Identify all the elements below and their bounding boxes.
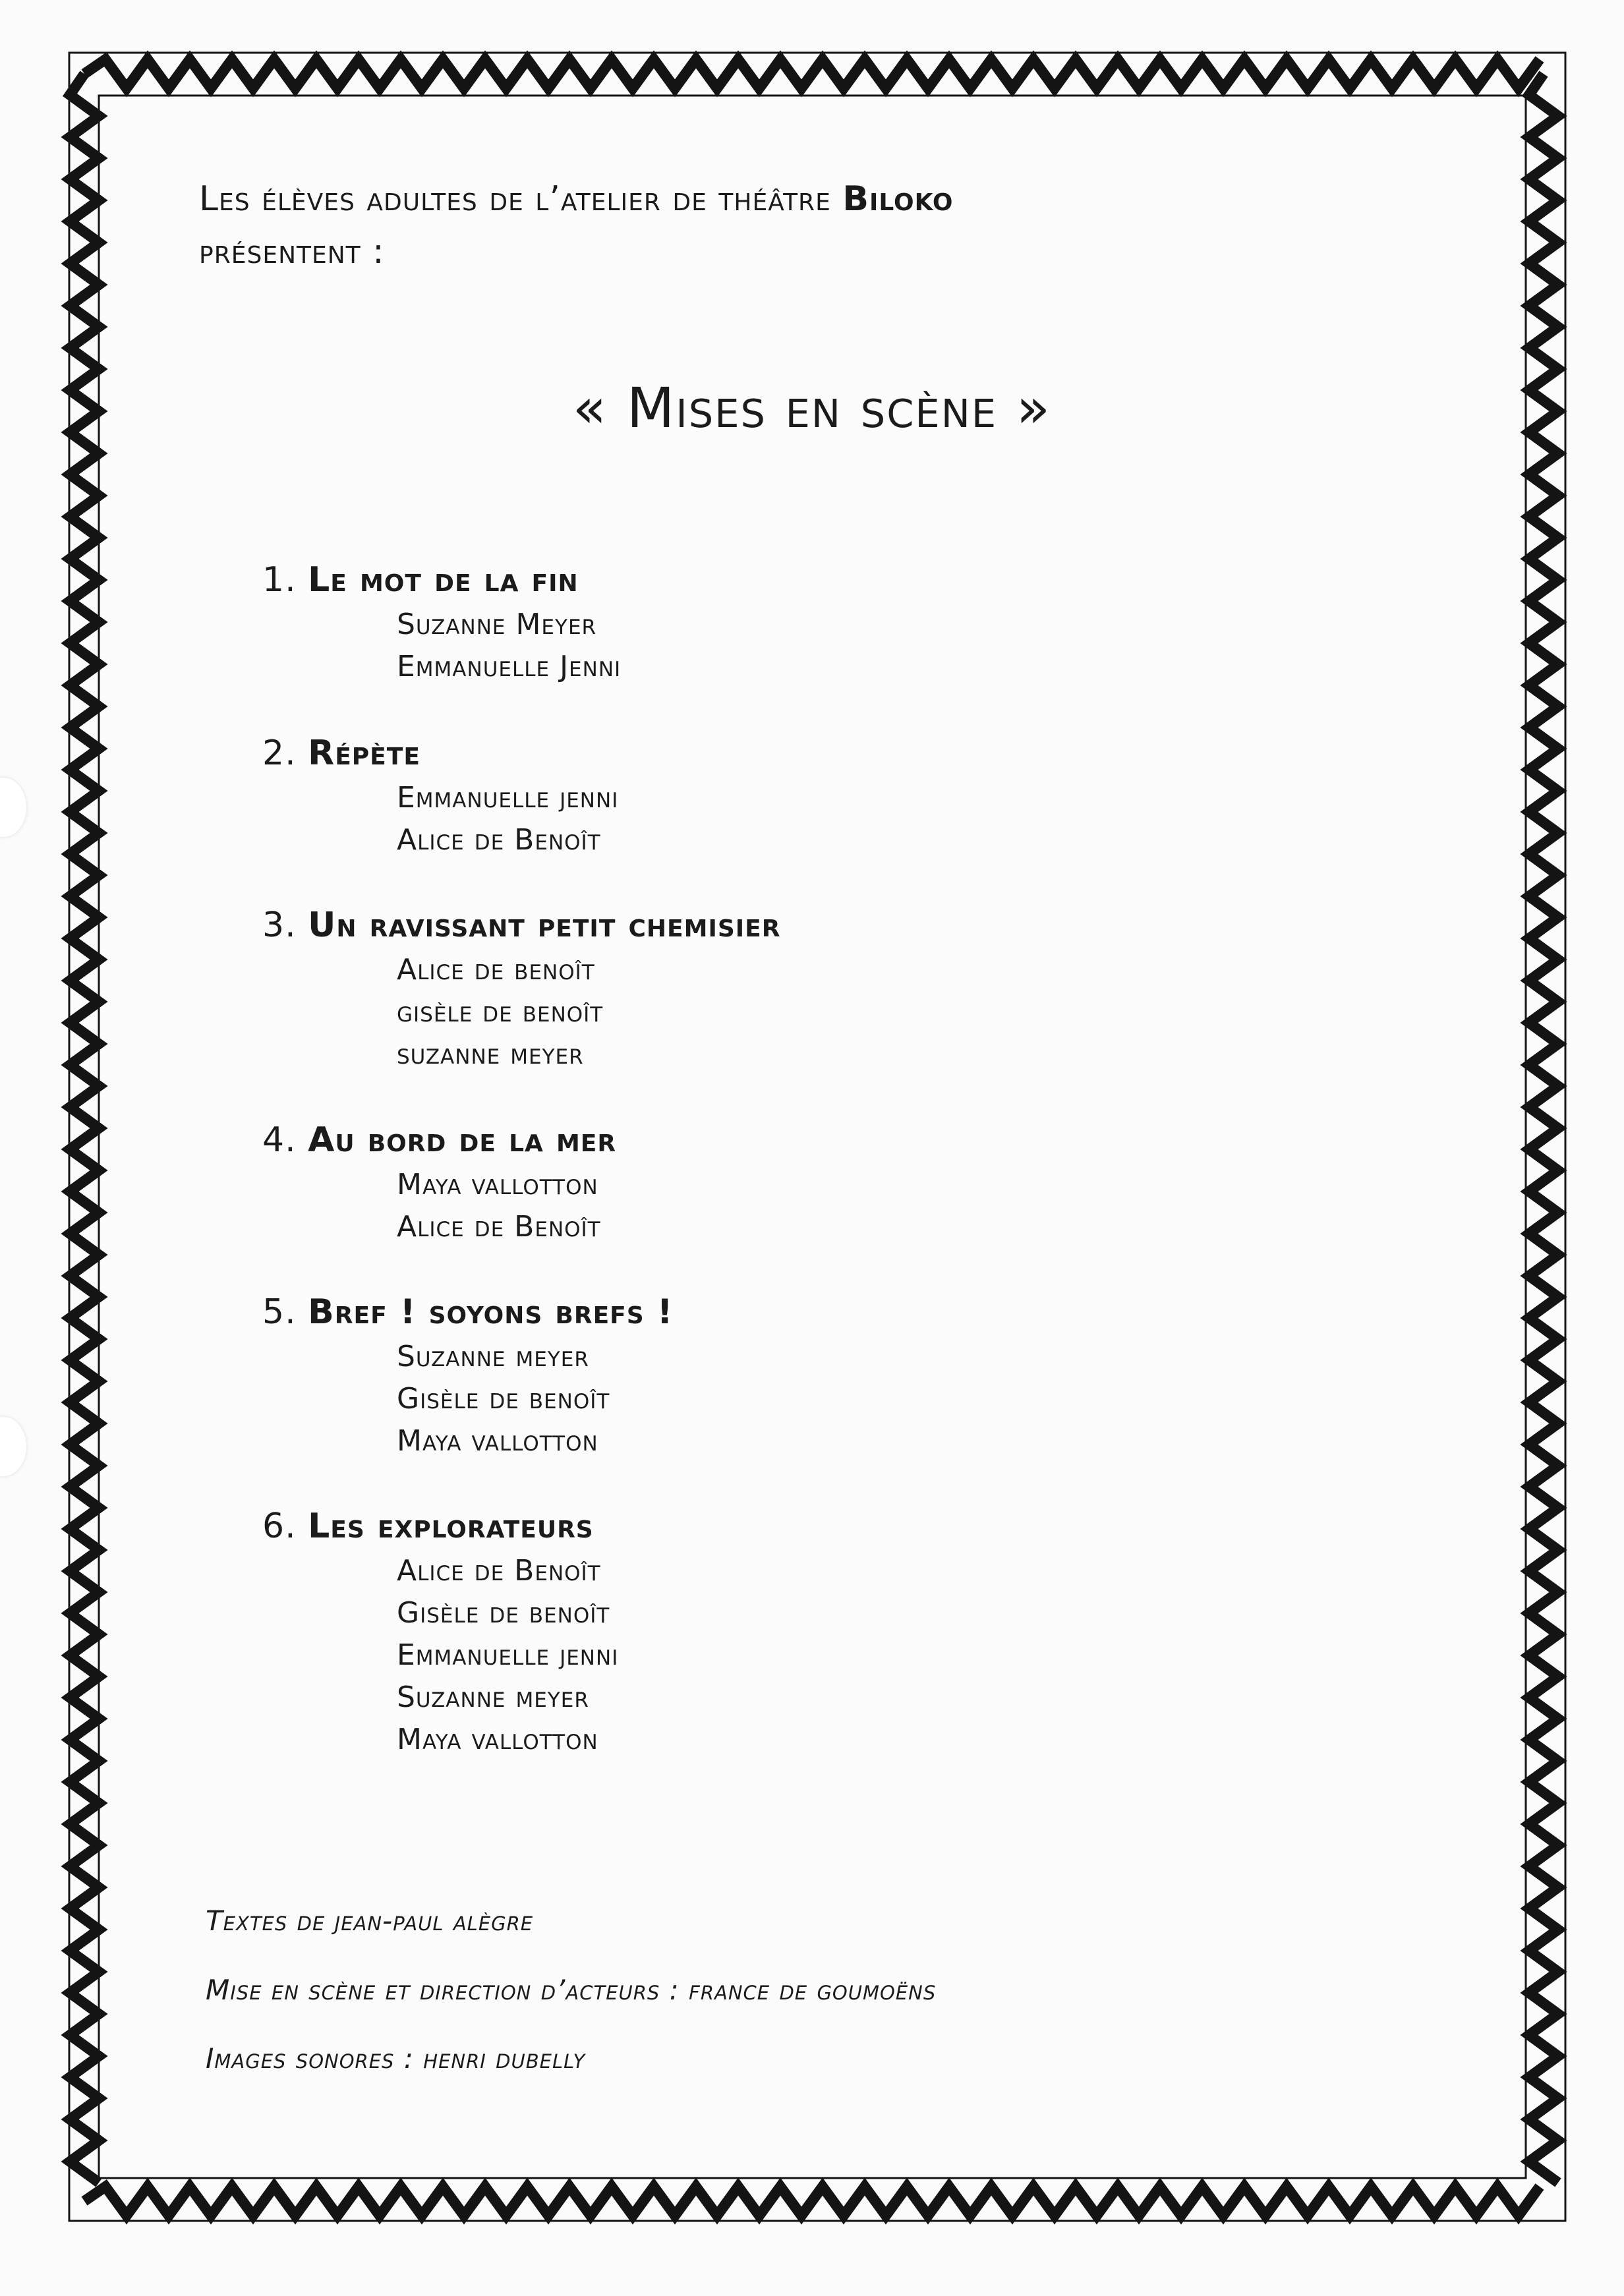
actor-name: Alice de Benoît — [397, 1210, 601, 1244]
actor-name: Emmanuelle jenni — [397, 781, 619, 815]
sketch-item — [262, 733, 1449, 861]
actor-name: gisèle de benoît — [397, 995, 604, 1029]
sketch-number: 2. — [262, 733, 297, 773]
intro-text — [199, 173, 1451, 278]
sketch-title — [262, 1507, 1449, 1546]
actor-name: Alice de benoît — [397, 953, 595, 987]
sketch-title — [262, 905, 1449, 945]
actor-name: Alice de Benoît — [397, 1554, 601, 1588]
sketch-title-text: Un ravissant petit chemisier — [308, 905, 781, 945]
actor-name: Suzanne meyer — [397, 1680, 589, 1714]
sketch-item — [262, 560, 1449, 688]
sketch-title — [262, 560, 1449, 600]
sketch-title-text: Le mot de la fin — [308, 560, 579, 600]
page-title: « Mises en scène » — [572, 376, 1052, 440]
credit-texts: Textes de jean-paul alègre — [206, 1905, 534, 1937]
intro-line-1 — [199, 173, 1451, 225]
sketch-item — [262, 1507, 1449, 1761]
intro-line-2: présentent : — [199, 232, 385, 272]
sketch-item — [262, 905, 1449, 1076]
actor-name: Maya vallotton — [397, 1168, 598, 1201]
actor-name: Emmanuelle Jenni — [397, 650, 622, 683]
sketch-number: 4. — [262, 1120, 297, 1160]
credit-direction: Mise en scène et direction d’acteurs : france de goumoëns — [206, 1974, 937, 2006]
sketch-title-text: Au bord de la mer — [308, 1120, 617, 1160]
sketch-number: 5. — [262, 1292, 297, 1332]
actor-name: Gisèle de benoît — [397, 1382, 610, 1416]
sketch-number: 3. — [262, 905, 297, 945]
sketch-title — [262, 1292, 1449, 1332]
intro-line-1-text: Les élèves adultes de l’atelier de théâtre — [199, 179, 831, 219]
sketch-title-text: Bref ! soyons brefs ! — [308, 1292, 674, 1332]
sketch-number: 1. — [262, 560, 297, 600]
sketch-title-text: Les explorateurs — [308, 1507, 594, 1546]
actor-name: Alice de Benoît — [397, 823, 601, 857]
actor-name: Emmanuelle jenni — [397, 1638, 619, 1672]
actor-name: Gisèle de benoît — [397, 1596, 610, 1630]
sketch-item — [262, 1292, 1449, 1462]
credit-sound: Images sonores : henri dubelly — [206, 2042, 586, 2075]
actor-name: suzanne meyer — [397, 1037, 584, 1071]
sketch-title-text: Répète — [308, 733, 420, 773]
sketch-item — [262, 1120, 1449, 1248]
actor-name: Maya vallotton — [397, 1723, 598, 1756]
sketch-title — [262, 1120, 1449, 1160]
sketch-number: 6. — [262, 1507, 297, 1546]
actor-name: Maya vallotton — [397, 1424, 598, 1458]
sketch-title — [262, 733, 1449, 773]
actor-name: Suzanne Meyer — [397, 608, 597, 641]
troupe-name: Biloko — [842, 179, 954, 219]
actor-name: Suzanne meyer — [397, 1340, 589, 1373]
